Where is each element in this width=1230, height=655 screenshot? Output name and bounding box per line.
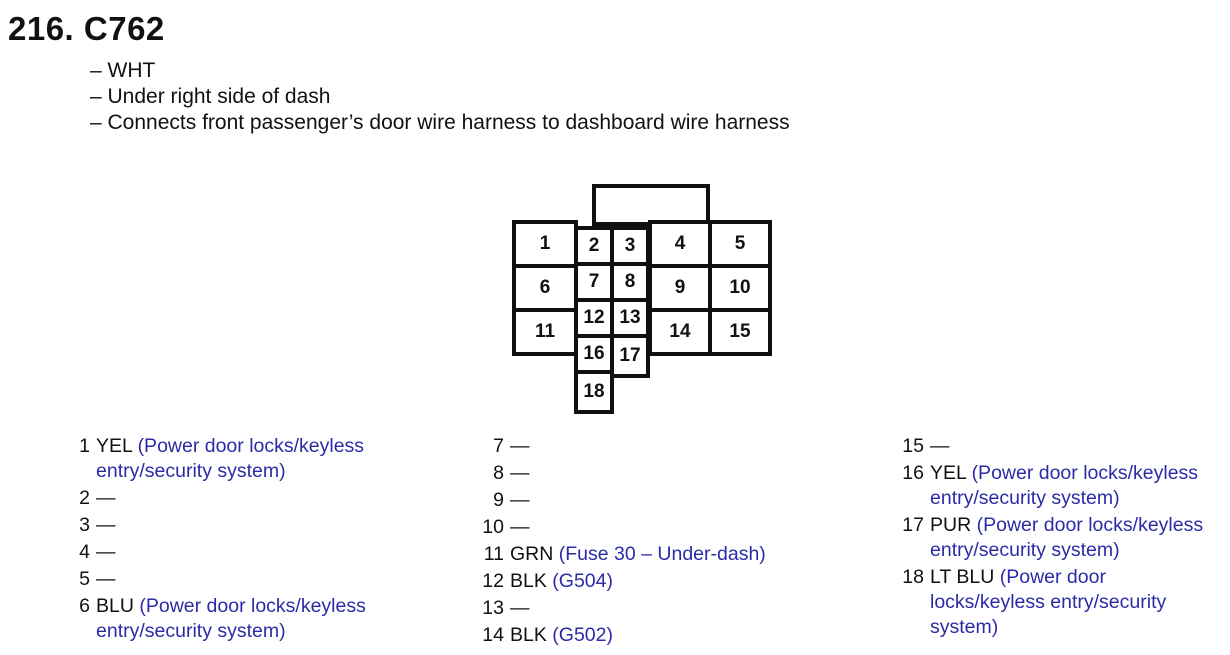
pin-number: 1 (79, 435, 90, 457)
pin-detail (510, 434, 530, 459)
pin-detail (510, 623, 613, 648)
connector-pin-15: 15 (708, 308, 772, 356)
pin-entry-6 (66, 594, 396, 644)
connector-pin-12: 12 (574, 298, 614, 338)
pin-number: 4 (79, 541, 90, 563)
pin-number: 12 (482, 570, 504, 592)
pin-number: 17 (902, 514, 924, 536)
circuit-description: (G504) (552, 570, 613, 592)
circuit-description: (G502) (552, 624, 613, 646)
connector-pin-6: 6 (512, 264, 578, 312)
pin-number: 8 (493, 462, 504, 484)
pin-entry-3 (66, 513, 396, 538)
connector-pin-14: 14 (648, 308, 712, 356)
pin-number: 7 (493, 435, 504, 457)
wire-color: — (510, 489, 530, 511)
connector-pin-17: 17 (610, 334, 650, 378)
pin-number: 6 (79, 595, 90, 617)
pin-detail (930, 434, 950, 459)
pin-entry-7 (480, 434, 810, 459)
pin-detail (930, 513, 1225, 563)
pin-detail (96, 540, 116, 565)
pin-number: 10 (482, 516, 504, 538)
pin-number: 15 (902, 435, 924, 457)
pin-detail (510, 542, 766, 567)
connector-pin-16: 16 (574, 334, 614, 374)
wire-color: YEL (930, 462, 967, 484)
pin-entry-1 (66, 434, 396, 484)
pin-detail (510, 461, 530, 486)
pin-entry-16 (900, 461, 1225, 511)
pin-detail (96, 513, 116, 538)
pin-detail (96, 567, 116, 592)
connector-face-diagram (512, 184, 774, 416)
wire-color: — (96, 487, 116, 509)
pin-number: 11 (483, 543, 504, 565)
pin-number: 18 (902, 566, 924, 588)
pin-entry-18 (900, 565, 1225, 640)
wire-color: LT BLU (930, 566, 995, 588)
page-title: 216. C762 (8, 10, 165, 47)
connector-pin-10: 10 (708, 264, 772, 312)
circuit-description: (Power door locks/keyless entry/security system) (96, 595, 366, 642)
pin-entry-11 (480, 542, 810, 567)
pin-entry-15 (900, 434, 1225, 459)
connector-purpose: – Connects front passenger’s door wire harness to dashboard wire harness (90, 111, 790, 134)
wire-color: — (96, 568, 116, 590)
pin-entry-12 (480, 569, 810, 594)
connector-pin-4: 4 (648, 220, 712, 268)
pin-detail (510, 488, 530, 513)
wire-color: — (510, 516, 530, 538)
connector-pin-5: 5 (708, 220, 772, 268)
wire-color: BLK (510, 624, 547, 646)
circuit-description: (Power door locks/keyless entry/security system) (930, 566, 1167, 638)
connector-pin-1: 1 (512, 220, 578, 268)
pin-entry-2 (66, 486, 396, 511)
pin-entry-17 (900, 513, 1225, 563)
pin-number: 3 (79, 514, 90, 536)
wire-color: GRN (510, 543, 554, 565)
pin-detail (510, 569, 613, 594)
wire-color: PUR (930, 514, 972, 536)
wire-color: BLU (96, 595, 134, 617)
pin-number: 9 (493, 489, 504, 511)
pin-number: 2 (79, 487, 90, 509)
pin-number: 5 (79, 568, 90, 590)
connector-pin-8: 8 (610, 262, 650, 302)
wire-color: — (510, 435, 530, 457)
pin-entry-8 (480, 461, 810, 486)
pin-number: 16 (902, 462, 924, 484)
connector-pin-11: 11 (512, 308, 578, 356)
connector-pin-18: 18 (574, 370, 614, 414)
connector-pin-3: 3 (610, 226, 650, 266)
pin-detail (96, 486, 116, 511)
wire-color: — (96, 541, 116, 563)
connector-pin-13: 13 (610, 298, 650, 338)
connector-pin-7: 7 (574, 262, 614, 302)
wire-color: — (510, 597, 530, 619)
circuit-description: (Power door locks/keyless entry/security system) (930, 514, 1204, 561)
pin-number: 14 (482, 624, 504, 646)
pin-list-column-3 (900, 434, 1225, 642)
wire-color: — (930, 435, 950, 457)
circuit-description: (Power door locks/keyless entry/security system) (96, 435, 365, 482)
pin-number: 13 (482, 597, 504, 619)
connector-location: – Under right side of dash (90, 85, 331, 108)
pin-list-column-2 (480, 434, 810, 650)
pin-detail (510, 515, 530, 540)
connector-pin-9: 9 (648, 264, 712, 312)
pin-detail (96, 434, 396, 484)
pin-entry-9 (480, 488, 810, 513)
pin-entry-4 (66, 540, 396, 565)
pin-detail (510, 596, 530, 621)
pin-entry-5 (66, 567, 396, 592)
pin-entry-13 (480, 596, 810, 621)
connector-pin-2: 2 (574, 226, 614, 266)
connector-info (90, 58, 790, 136)
pin-list-column-1 (66, 434, 396, 646)
pin-detail (930, 461, 1225, 511)
wire-color: BLK (510, 570, 547, 592)
pin-entry-10 (480, 515, 810, 540)
wire-color: YEL (96, 435, 133, 457)
pin-entry-14 (480, 623, 810, 648)
pin-detail (930, 565, 1225, 640)
circuit-description: (Power door locks/keyless entry/security system) (930, 462, 1199, 509)
wire-color: — (510, 462, 530, 484)
pin-detail (96, 594, 396, 644)
wire-color: — (96, 514, 116, 536)
connector-color: – WHT (90, 59, 156, 82)
circuit-description: (Fuse 30 – Under-dash) (558, 543, 766, 565)
